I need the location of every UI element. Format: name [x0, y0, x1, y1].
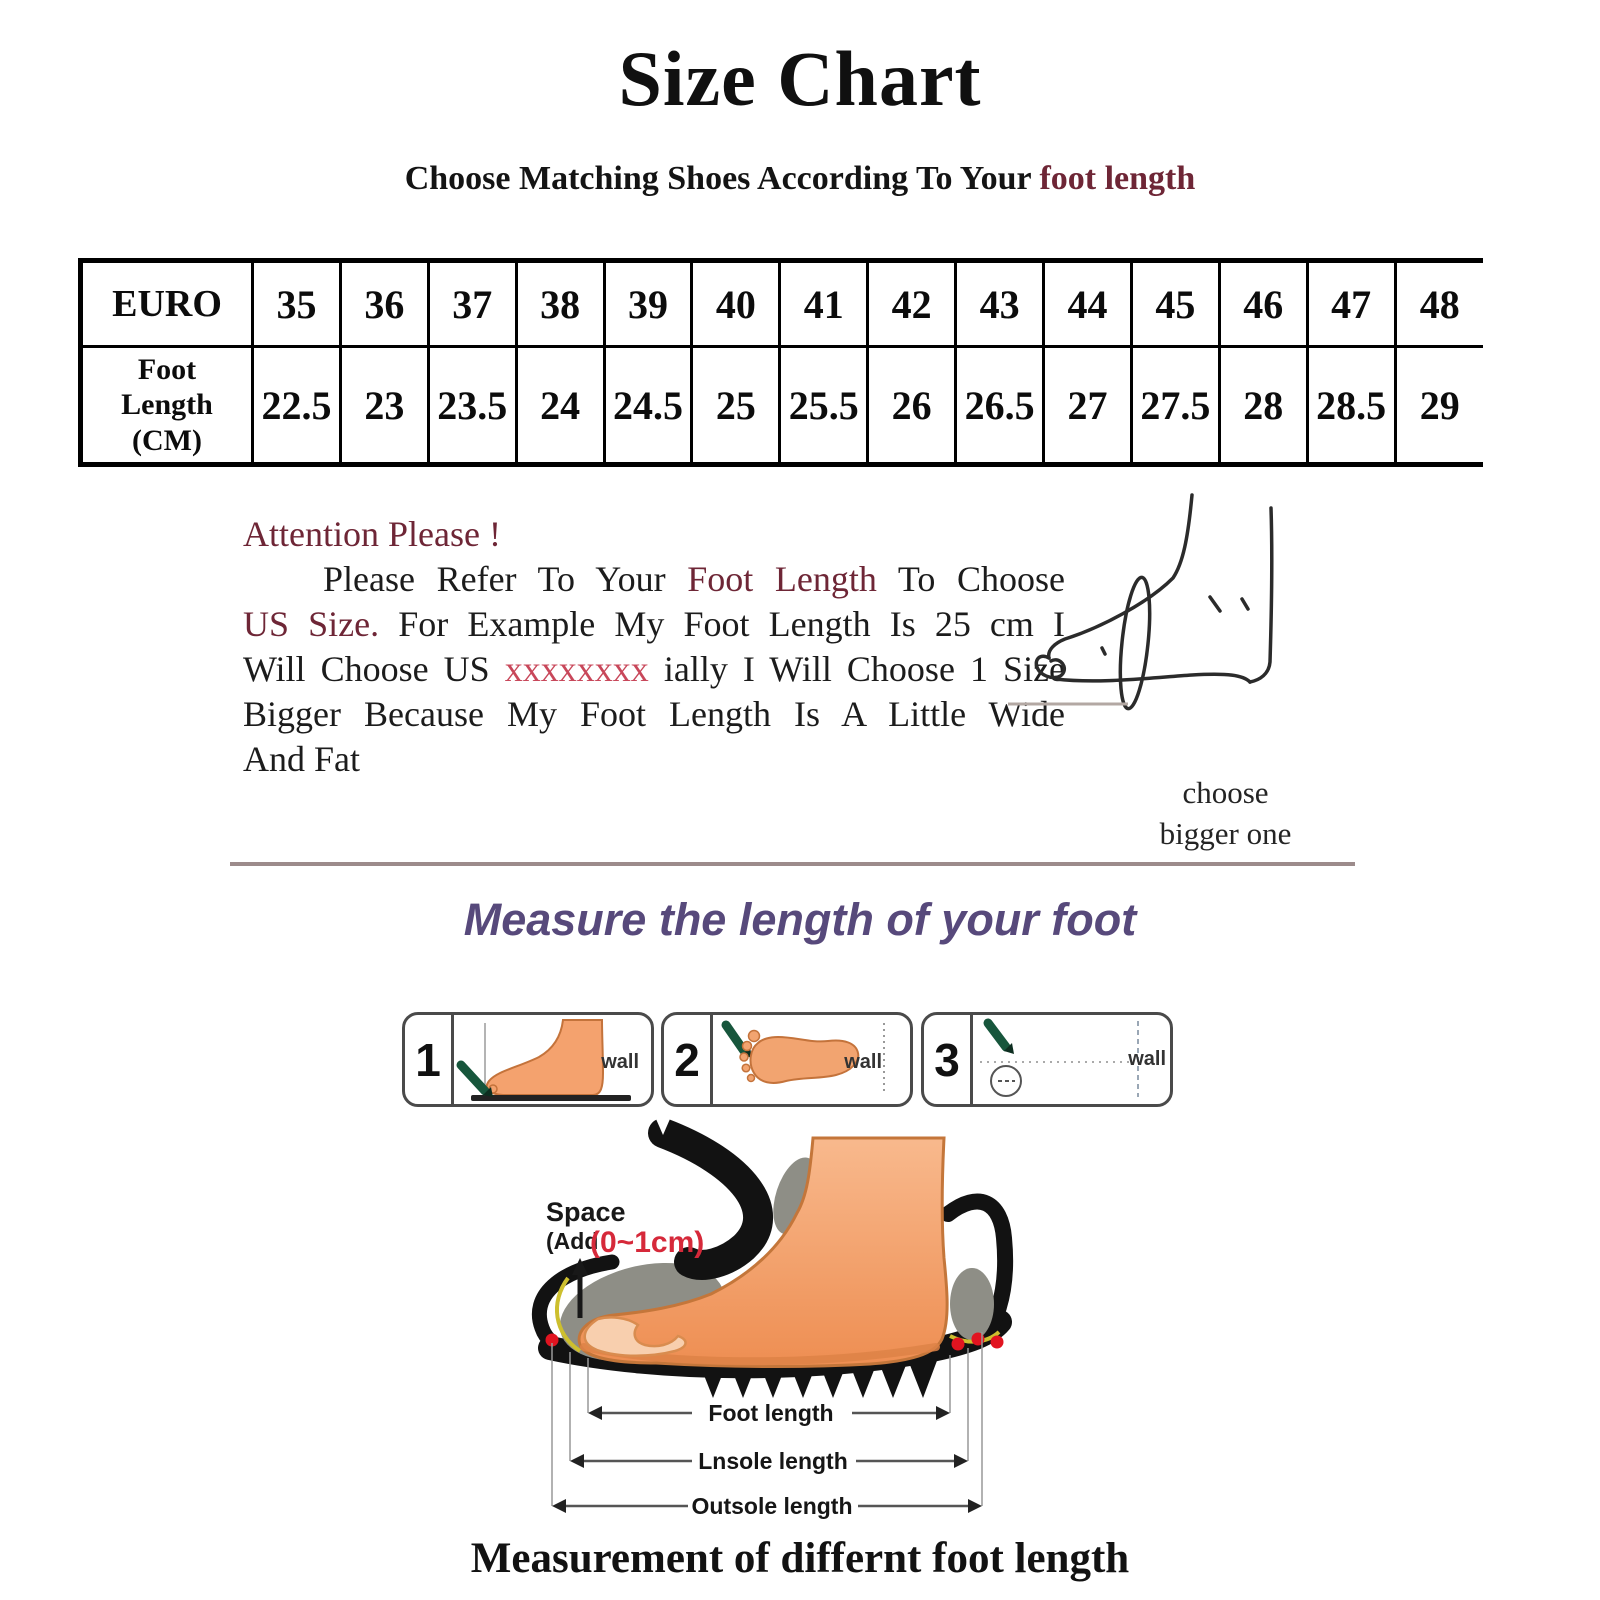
sketch-note-line1: choose	[1182, 775, 1269, 810]
step-box-1	[402, 1012, 654, 1107]
attention-line5	[243, 692, 1065, 737]
foot-length-cell: 25.5	[780, 347, 868, 465]
euro-size-cell: 36	[340, 261, 428, 347]
euro-size-cell: 45	[1131, 261, 1219, 347]
foot-length-row-header: Foot Length (CM)	[81, 347, 253, 465]
subtitle	[0, 160, 1600, 198]
dim-insole-label: Lnsole length	[698, 1448, 848, 1474]
attention-line4-censored: xxxxxxxx	[504, 649, 649, 689]
euro-size-cell: 47	[1307, 261, 1395, 347]
attention-line4-tail: ially I Will Choose 1 Size	[663, 649, 1066, 689]
step-box-3	[921, 1012, 1173, 1107]
foot-length-cell: 22.5	[253, 347, 341, 465]
foot-outline-sketch-icon	[1008, 478, 1308, 748]
euro-size-cell: 42	[868, 261, 956, 347]
attention-note	[243, 512, 1065, 782]
euro-size-cell: 44	[1044, 261, 1132, 347]
page-title: Size Chart	[618, 35, 982, 122]
euro-size-cell: 46	[1219, 261, 1307, 347]
foot-length-cell: 28	[1219, 347, 1307, 465]
circle-annotation-icon	[991, 1066, 1021, 1096]
foot-length-cell: 24.5	[604, 347, 692, 465]
foot-length-cell: 24	[516, 347, 604, 465]
attention-heading-text: Attention Please !	[243, 514, 501, 554]
foot-length-cell: 27.5	[1131, 347, 1219, 465]
table-row-foot-length	[81, 347, 1484, 465]
step-number: 3	[924, 1015, 973, 1104]
attention-line6	[243, 737, 1065, 782]
attention-line2-tail: To Choose	[897, 559, 1065, 599]
foot-length-cell: 28.5	[1307, 347, 1395, 465]
foot-length-cell: 27	[1044, 347, 1132, 465]
footprint-icon	[740, 1031, 858, 1083]
sketch-note	[1118, 772, 1333, 854]
dim-insole-length	[570, 1448, 968, 1474]
sketch-note-line2: bigger one	[1159, 816, 1292, 851]
foot-length-cell: 23.5	[428, 347, 516, 465]
euro-size-cell: 43	[956, 261, 1044, 347]
foot-length-cell: 23	[340, 347, 428, 465]
foot-length-cell: 25	[692, 347, 780, 465]
wall-label: wall	[844, 1051, 882, 1073]
attention-line4	[243, 647, 1065, 692]
attention-line3-text: For Example My Foot Length Is 25 cm I	[398, 604, 1066, 644]
euro-row-header: EURO	[81, 261, 253, 347]
foot-length-cell: 29	[1395, 347, 1483, 465]
euro-size-cell: 41	[780, 261, 868, 347]
foot-length-cell: 26	[868, 347, 956, 465]
wall-label: wall	[1128, 1048, 1166, 1070]
attention-line2	[243, 557, 1065, 602]
attention-line3	[243, 602, 1065, 647]
euro-size-cell: 35	[253, 261, 341, 347]
attention-line2-text: Please Refer To Your	[323, 559, 666, 599]
measure-heading: Measure the length of your foot	[463, 894, 1137, 945]
attention-line3-highlight: US Size.	[243, 604, 380, 644]
foot-in-shoe-diagram	[480, 1100, 1040, 1530]
dim-outsole-length	[552, 1493, 982, 1519]
attention-line2-highlight: Foot Length	[687, 559, 877, 599]
attention-heading	[243, 512, 1065, 557]
euro-size-cell: 39	[604, 261, 692, 347]
euro-size-cell: 37	[428, 261, 516, 347]
wall-label: wall	[601, 1051, 639, 1073]
euro-size-cell: 38	[516, 261, 604, 347]
euro-size-cell: 40	[692, 261, 780, 347]
attention-line5-text: Bigger Because My Foot Length Is A Little Wide	[243, 694, 1065, 734]
attention-line4-text: Will Choose US	[243, 649, 490, 689]
step-box-2	[661, 1012, 913, 1107]
divider-line	[230, 862, 1355, 866]
subtitle-text: Choose Matching Shoes According To Your	[404, 160, 1031, 197]
side-foot-icon	[487, 1020, 603, 1095]
attention-line6-text: And Fat	[243, 739, 360, 779]
subtitle-highlight: foot length	[1039, 160, 1196, 197]
step-number: 1	[405, 1015, 454, 1104]
bottom-caption: Measurement of differnt foot length	[470, 1535, 1130, 1582]
pencil-icon	[988, 1023, 1014, 1054]
euro-size-cell: 48	[1395, 261, 1483, 347]
space-range-label: (0~1cm)	[590, 1226, 705, 1259]
dim-foot-length	[588, 1400, 950, 1426]
step-number: 2	[664, 1015, 713, 1104]
dim-outsole-label: Outsole length	[691, 1493, 853, 1519]
foot-length-cell: 26.5	[956, 347, 1044, 465]
space-add-label: (Add	[546, 1228, 599, 1254]
table-row-euro	[81, 261, 1484, 347]
step2-graphic	[712, 1015, 912, 1103]
dim-foot-label: Foot length	[708, 1400, 834, 1426]
size-table	[78, 258, 1483, 467]
space-label: Space	[546, 1197, 626, 1227]
